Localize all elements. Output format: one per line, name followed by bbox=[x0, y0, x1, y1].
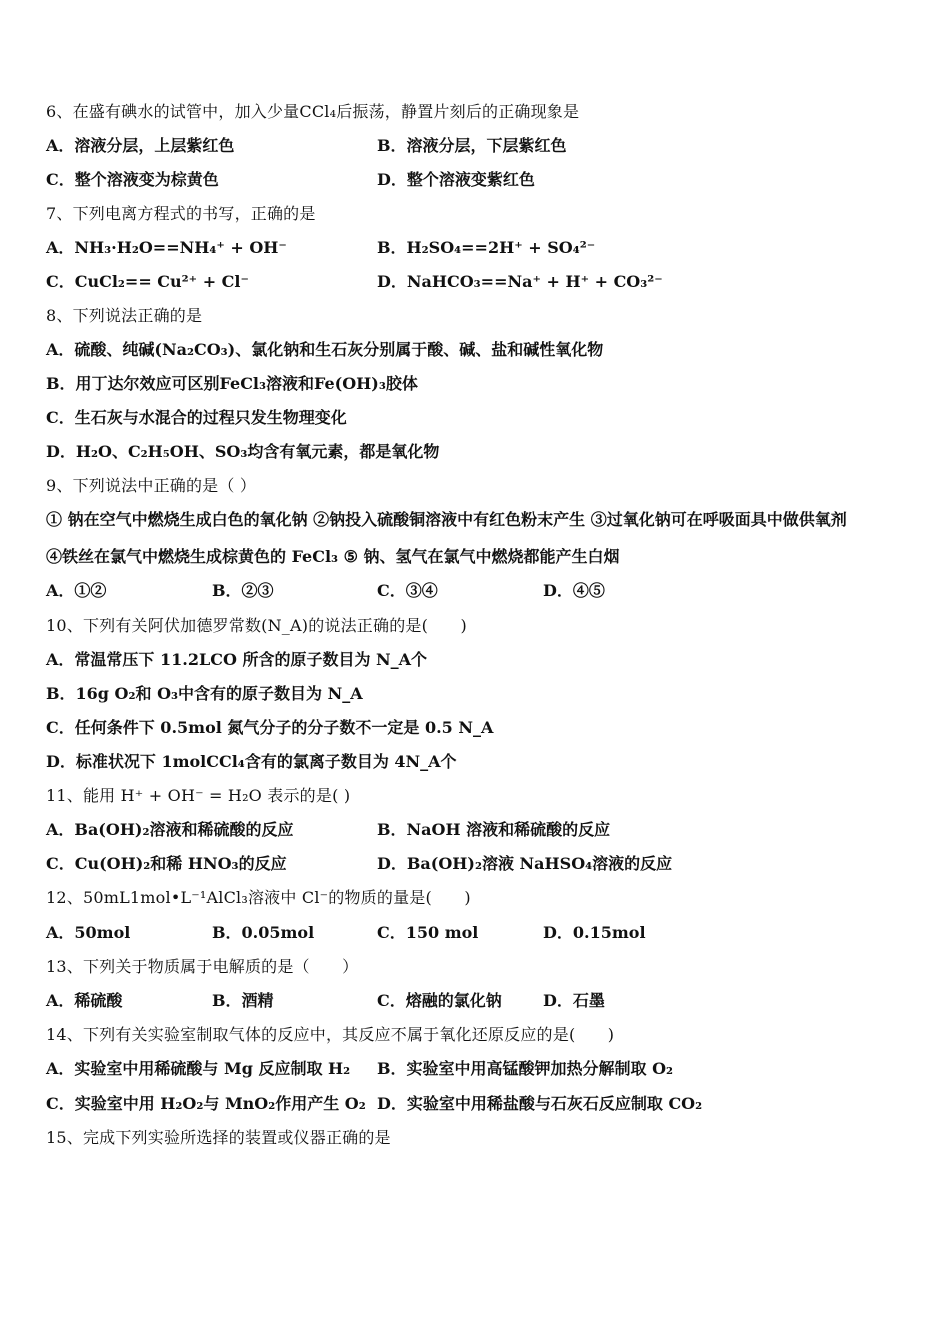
q6-option-b: B．溶液分层，下层紫红色 bbox=[377, 136, 567, 155]
q6-option-d: D．整个溶液变紫红色 bbox=[377, 170, 535, 189]
question-11-stem: 11、能用 H⁺ + OH⁻ = H₂O 表示的是( ) bbox=[46, 786, 351, 805]
q6-option-c: C．整个溶液变为棕黄色 bbox=[46, 170, 219, 189]
q11-option-d: D．Ba(OH)₂溶液 NaHSO₄溶液的反应 bbox=[377, 854, 673, 873]
q13-option-a: A．稀硫酸 bbox=[46, 991, 123, 1010]
question-7-stem: 7、下列电离方程式的书写，正确的是 bbox=[46, 204, 316, 223]
q9-option-d: D．④⑤ bbox=[543, 581, 605, 600]
question-14-stem: 14、下列有关实验室制取气体的反应中，其反应不属于氧化还原反应的是( ) bbox=[46, 1025, 615, 1044]
q10-option-b: B．16g O₂和 O₃中含有的原子数目为 N_A bbox=[46, 684, 363, 703]
q10-option-d: D．标准状况下 1molCCl₄含有的氯离子数目为 4N_A个 bbox=[46, 752, 457, 771]
q13-option-b: B．酒精 bbox=[212, 991, 274, 1010]
q13-option-d: D．石墨 bbox=[543, 991, 605, 1010]
question-13-stem: 13、下列关于物质属于电解质的是（ ） bbox=[46, 957, 359, 976]
q12-option-a: A．50mol bbox=[46, 923, 131, 942]
q8-option-a: A．硫酸、纯碱(Na₂CO₃)、氯化钠和生石灰分别属于酸、碱、盐和碱性氧化物 bbox=[46, 340, 604, 359]
question-9-stem: 9、下列说法中正确的是（ ） bbox=[46, 476, 257, 495]
q10-option-a: A．常温常压下 11.2LCO 所含的原子数目为 N_A个 bbox=[46, 650, 428, 669]
q7-option-b: B．H₂SO₄==2H⁺ + SO₄²⁻ bbox=[377, 238, 596, 257]
q13-option-c: C．熔融的氯化钠 bbox=[377, 991, 502, 1010]
q6-option-a: A．溶液分层，上层紫红色 bbox=[46, 136, 235, 155]
question-6-stem: 6、在盛有碘水的试管中，加入少量CCl₄后振荡，静置片刻后的正确现象是 bbox=[46, 102, 580, 121]
question-15-stem: 15、完成下列实验所选择的装置或仪器正确的是 bbox=[46, 1128, 391, 1147]
q14-option-c: C．实验室中用 H₂O₂与 MnO₂作用产生 O₂ bbox=[46, 1094, 366, 1113]
q8-option-d: D．H₂O、C₂H₅OH、SO₃均含有氧元素，都是氧化物 bbox=[46, 442, 440, 461]
question-10-stem: 10、下列有关阿伏加德罗常数(N_A)的说法正确的是( ) bbox=[46, 616, 467, 635]
q12-option-c: C．150 mol bbox=[377, 923, 479, 942]
q11-option-c: C．Cu(OH)₂和稀 HNO₃的反应 bbox=[46, 854, 287, 873]
question-12-stem: 12、50mL1mol•L⁻¹AlCl₃溶液中 Cl⁻的物质的量是( ) bbox=[46, 888, 471, 907]
q11-option-b: B．NaOH 溶液和稀硫酸的反应 bbox=[377, 820, 611, 839]
q9-statements-line-2: ④铁丝在氯气中燃烧生成棕黄色的 FeCl₃ ⑤ 钠、氢气在氯气中燃烧都能产生白烟 bbox=[46, 547, 620, 566]
q9-option-a: A．①② bbox=[46, 581, 107, 600]
q7-option-a: A．NH₃·H₂O==NH₄⁺ + OH⁻ bbox=[46, 238, 287, 257]
q9-statements-line-1: ① 钠在空气中燃烧生成白色的氧化钠 ②钠投入硫酸铜溶液中有红色粉末产生 ③过氧化钠可在呼吸面具中做供氧剂 bbox=[46, 510, 847, 529]
q14-option-a: A．实验室中用稀硫酸与 Mg 反应制取 H₂ bbox=[46, 1059, 351, 1078]
q11-option-a: A．Ba(OH)₂溶液和稀硫酸的反应 bbox=[46, 820, 294, 839]
q7-option-d: D．NaHCO₃==Na⁺ + H⁺ + CO₃²⁻ bbox=[377, 272, 663, 291]
q9-option-c: C．③④ bbox=[377, 581, 438, 600]
q10-option-c: C．任何条件下 0.5mol 氮气分子的分子数不一定是 0.5 N_A bbox=[46, 718, 494, 737]
q8-option-b: B．用丁达尔效应可区别FeCl₃溶液和Fe(OH)₃胶体 bbox=[46, 374, 418, 393]
q8-option-c: C．生石灰与水混合的过程只发生物理变化 bbox=[46, 408, 347, 427]
q12-option-d: D．0.15mol bbox=[543, 923, 646, 942]
q12-option-b: B．0.05mol bbox=[212, 923, 315, 942]
q7-option-c: C．CuCl₂== Cu²⁺ + Cl⁻ bbox=[46, 272, 249, 291]
q14-option-d: D．实验室中用稀盐酸与石灰石反应制取 CO₂ bbox=[377, 1094, 703, 1113]
question-8-stem: 8、下列说法正确的是 bbox=[46, 306, 203, 325]
q9-option-b: B．②③ bbox=[212, 581, 274, 600]
q14-option-b: B．实验室中用高锰酸钾加热分解制取 O₂ bbox=[377, 1059, 674, 1078]
